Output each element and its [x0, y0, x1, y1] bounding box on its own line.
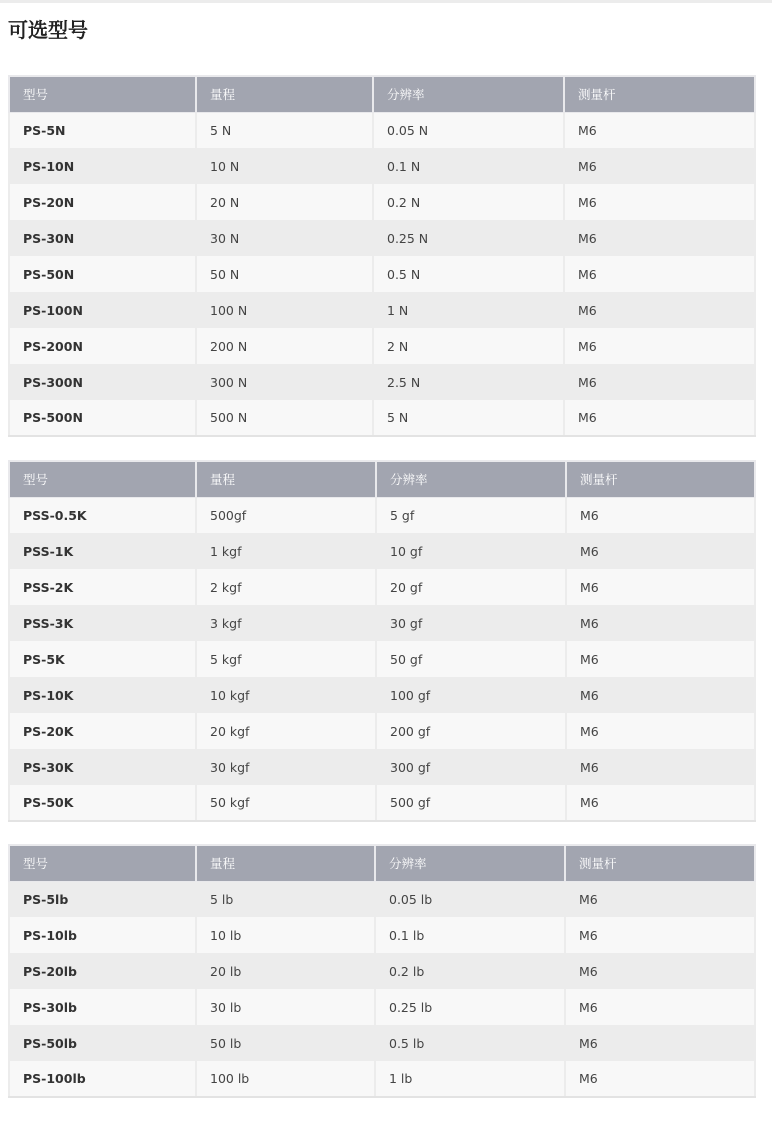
- header-rod: 测量杆: [565, 845, 755, 881]
- cell-model: PS-30lb: [9, 989, 196, 1025]
- cell-model: PSS-3K: [9, 605, 196, 641]
- header-resolution: 分辨率: [373, 76, 564, 112]
- cell-model: PS-100N: [9, 292, 196, 328]
- spec-table-lb: [8, 844, 756, 1098]
- cell-model: PS-20N: [9, 184, 196, 220]
- cell-range: 30 N: [196, 220, 373, 256]
- table-row: [9, 605, 755, 641]
- table-row: [9, 256, 755, 292]
- cell-range: 10 kgf: [196, 677, 376, 713]
- cell-resolution: 0.25 N: [373, 220, 564, 256]
- cell-range: 5 lb: [196, 881, 375, 917]
- cell-rod: M6: [564, 256, 755, 292]
- cell-resolution: 20 gf: [376, 569, 566, 605]
- cell-range: 30 kgf: [196, 749, 376, 785]
- table-row: [9, 148, 755, 184]
- header-rod: 测量杆: [564, 76, 755, 112]
- table-row: [9, 400, 755, 436]
- table-row: [9, 953, 755, 989]
- cell-model: PS-5N: [9, 112, 196, 148]
- cell-model: PS-5lb: [9, 881, 196, 917]
- table-row: [9, 713, 755, 749]
- header-rod: 测量杆: [566, 461, 755, 497]
- cell-range: 5 N: [196, 112, 373, 148]
- cell-model: PS-10lb: [9, 917, 196, 953]
- cell-range: 100 lb: [196, 1061, 375, 1097]
- cell-model: PSS-1K: [9, 533, 196, 569]
- cell-rod: M6: [566, 605, 755, 641]
- cell-resolution: 0.1 lb: [375, 917, 565, 953]
- cell-resolution: 2.5 N: [373, 364, 564, 400]
- table-row: [9, 292, 755, 328]
- table-row: [9, 497, 755, 533]
- cell-range: 10 N: [196, 148, 373, 184]
- cell-rod: M6: [566, 785, 755, 821]
- cell-range: 3 kgf: [196, 605, 376, 641]
- header-resolution: 分辨率: [376, 461, 566, 497]
- table-header-row: [9, 76, 755, 112]
- cell-rod: M6: [564, 184, 755, 220]
- cell-range: 50 lb: [196, 1025, 375, 1061]
- cell-range: 50 N: [196, 256, 373, 292]
- cell-resolution: 50 gf: [376, 641, 566, 677]
- table-row: [9, 989, 755, 1025]
- cell-rod: M6: [564, 364, 755, 400]
- cell-rod: M6: [564, 328, 755, 364]
- cell-rod: M6: [565, 917, 755, 953]
- cell-resolution: 100 gf: [376, 677, 566, 713]
- cell-rod: M6: [564, 292, 755, 328]
- cell-rod: M6: [566, 533, 755, 569]
- cell-resolution: 0.1 N: [373, 148, 564, 184]
- table-row: [9, 112, 755, 148]
- cell-rod: M6: [566, 749, 755, 785]
- cell-model: PS-10K: [9, 677, 196, 713]
- cell-range: 20 N: [196, 184, 373, 220]
- spec-table-kgf: [8, 460, 756, 822]
- cell-rod: M6: [564, 220, 755, 256]
- table-row: [9, 533, 755, 569]
- cell-rod: M6: [566, 497, 755, 533]
- table-row: [9, 1025, 755, 1061]
- cell-model: PS-30K: [9, 749, 196, 785]
- cell-rod: M6: [565, 881, 755, 917]
- cell-resolution: 0.25 lb: [375, 989, 565, 1025]
- table-row: [9, 364, 755, 400]
- cell-model: PS-50N: [9, 256, 196, 292]
- cell-rod: M6: [566, 713, 755, 749]
- cell-range: 2 kgf: [196, 569, 376, 605]
- cell-resolution: 0.5 N: [373, 256, 564, 292]
- cell-model: PS-20lb: [9, 953, 196, 989]
- cell-resolution: 30 gf: [376, 605, 566, 641]
- cell-range: 300 N: [196, 364, 373, 400]
- cell-rod: M6: [566, 677, 755, 713]
- cell-resolution: 300 gf: [376, 749, 566, 785]
- cell-model: PS-50lb: [9, 1025, 196, 1061]
- cell-range: 30 lb: [196, 989, 375, 1025]
- cell-rod: M6: [564, 112, 755, 148]
- header-model: 型号: [9, 461, 196, 497]
- cell-range: 50 kgf: [196, 785, 376, 821]
- cell-rod: M6: [565, 953, 755, 989]
- cell-resolution: 10 gf: [376, 533, 566, 569]
- header-model: 型号: [9, 845, 196, 881]
- table-row: [9, 220, 755, 256]
- header-range: 量程: [196, 76, 373, 112]
- cell-model: PSS-2K: [9, 569, 196, 605]
- table-row: [9, 881, 755, 917]
- cell-resolution: 0.2 N: [373, 184, 564, 220]
- cell-rod: M6: [566, 569, 755, 605]
- cell-model: PS-200N: [9, 328, 196, 364]
- cell-range: 200 N: [196, 328, 373, 364]
- header-model: 型号: [9, 76, 196, 112]
- cell-model: PSS-0.5K: [9, 497, 196, 533]
- cell-range: 20 lb: [196, 953, 375, 989]
- cell-resolution: 0.5 lb: [375, 1025, 565, 1061]
- cell-model: PS-5K: [9, 641, 196, 677]
- cell-rod: M6: [564, 400, 755, 436]
- table-header-row: [9, 845, 755, 881]
- cell-model: PS-500N: [9, 400, 196, 436]
- cell-rod: M6: [565, 1061, 755, 1097]
- table-row: [9, 184, 755, 220]
- header-range: 量程: [196, 461, 376, 497]
- cell-range: 100 N: [196, 292, 373, 328]
- table-row: [9, 641, 755, 677]
- cell-resolution: 0.05 lb: [375, 881, 565, 917]
- header-resolution: 分辨率: [375, 845, 565, 881]
- cell-rod: M6: [566, 641, 755, 677]
- top-divider: [0, 0, 772, 3]
- cell-range: 5 kgf: [196, 641, 376, 677]
- table-row: [9, 328, 755, 364]
- cell-model: PS-300N: [9, 364, 196, 400]
- table-header-row: [9, 461, 755, 497]
- cell-resolution: 0.05 N: [373, 112, 564, 148]
- cell-resolution: 2 N: [373, 328, 564, 364]
- page-title: 可选型号: [8, 18, 88, 42]
- cell-range: 1 kgf: [196, 533, 376, 569]
- table-row: [9, 569, 755, 605]
- cell-range: 500 N: [196, 400, 373, 436]
- cell-resolution: 500 gf: [376, 785, 566, 821]
- table-row: [9, 917, 755, 953]
- cell-resolution: 5 gf: [376, 497, 566, 533]
- cell-range: 20 kgf: [196, 713, 376, 749]
- cell-model: PS-20K: [9, 713, 196, 749]
- cell-model: PS-10N: [9, 148, 196, 184]
- cell-resolution: 1 lb: [375, 1061, 565, 1097]
- cell-rod: M6: [564, 148, 755, 184]
- table-row: [9, 749, 755, 785]
- cell-range: 10 lb: [196, 917, 375, 953]
- table-row: [9, 785, 755, 821]
- table-row: [9, 677, 755, 713]
- cell-resolution: 0.2 lb: [375, 953, 565, 989]
- cell-rod: M6: [565, 989, 755, 1025]
- cell-resolution: 1 N: [373, 292, 564, 328]
- cell-model: PS-30N: [9, 220, 196, 256]
- cell-model: PS-50K: [9, 785, 196, 821]
- cell-range: 500gf: [196, 497, 376, 533]
- cell-model: PS-100lb: [9, 1061, 196, 1097]
- header-range: 量程: [196, 845, 375, 881]
- table-row: [9, 1061, 755, 1097]
- cell-resolution: 5 N: [373, 400, 564, 436]
- spec-table-newton: [8, 75, 756, 437]
- cell-rod: M6: [565, 1025, 755, 1061]
- cell-resolution: 200 gf: [376, 713, 566, 749]
